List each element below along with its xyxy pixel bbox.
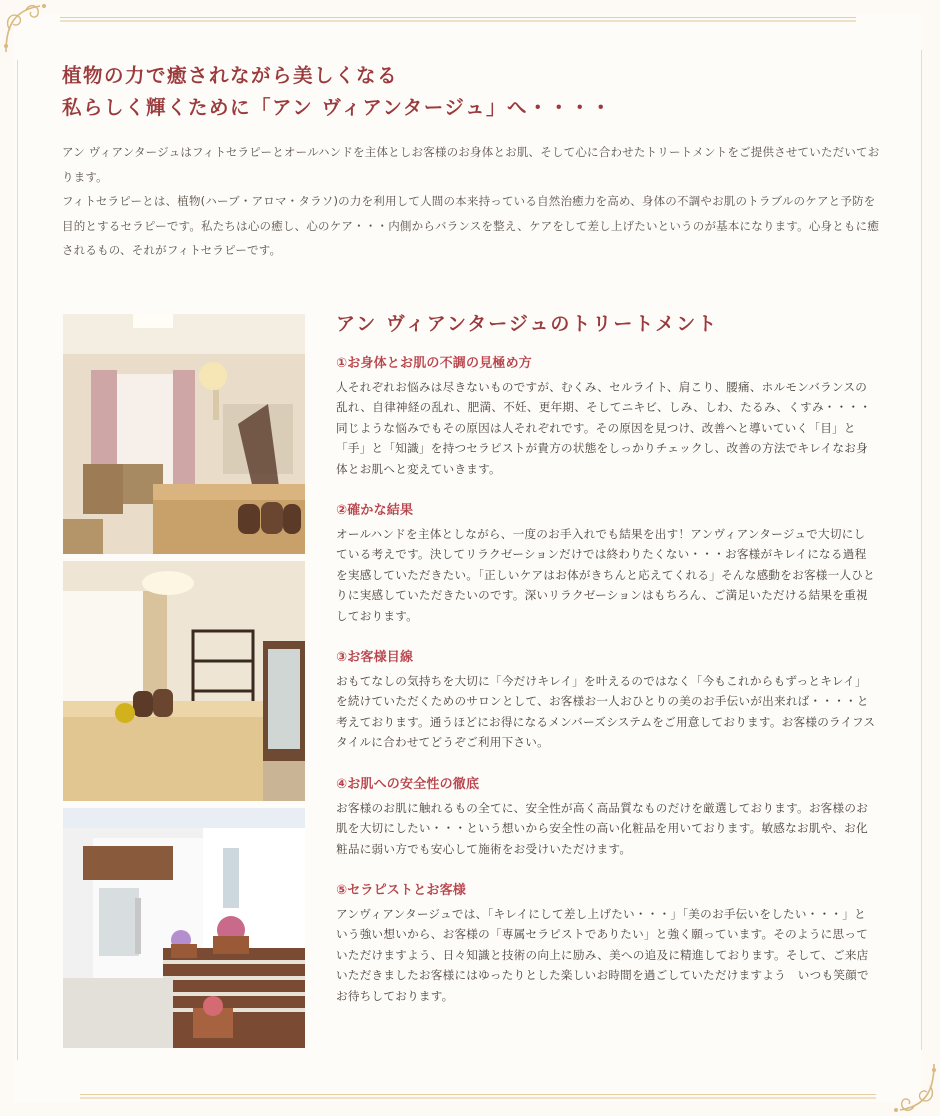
treatment-item-body: アンヴィアンタージュでは、「キレイにして差し上げたい・・・」「美のお手伝いをしたい・・・」という強い想いから、お客様の「専属セラピストでありたい」と強く願っています。そのように思っていただけますよう、日々知識と技術の向上に励み、美への追及に精進しております。そして、ご来店いただきましたお客様にはゆったりとした楽しいお時間を過ごしていただけますよう いつも笑顔でお待ちしております。 [336, 906, 869, 1003]
frame-border-left [17, 60, 18, 1060]
treatment-item [336, 881, 876, 1006]
treatment-item-body: 人それぞれお悩みは尽きないものですが、むくみ、セルライト、肩こり、腰痛、ホルモンバランスの乱れ、自律神経の乱れ、肥満、不妊、更年期、そしてニキビ、しみ、しわ、たるみ、くすみ・・・・同じような悩みでもその原因は人それぞれです。その原因を見つけ、改善へと導いていく「目」と「手」と「知識」を持つセラピストが貴方の状態をしっかりチェックし、改善の方法でキレイなお身体とお肌へと変えていきます。 [336, 380, 872, 476]
page-title-line-2: 私らしく輝くために「アン ヴィアンタージュ」へ・・・・ [62, 96, 612, 119]
frame-border-bottom [80, 1094, 876, 1095]
treatment-item [336, 775, 876, 859]
treatment-item-body: お客様のお肌に触れるもの全てに、安全性が高く高品質なものだけを厳選しております。お客様のお肌を大切にしたい・・・という想いから安全性の高い化粧品を用いております。敏感なお肌や、お化粧品に弱い方でも安心して施術をお受けいただけます。 [336, 800, 869, 856]
treatment-list [336, 354, 876, 1028]
frame-border-top [60, 17, 856, 18]
intro-paragraph-2: フィトセラピーとは、植物(ハーブ・アロマ・タラソ)の力を利用して人間の本来持っている自然治癒力を高め、身体の不調やお肌のトラブルのケアと予防を目的とするセラピーです。私たちは心の癒し、心のケア・・・内側からバランスを整え、ケアをして差し上げたいというのが基本になります。心身ともに癒されるもの、それがフィトセラピーです。 [62, 194, 880, 258]
treatment-room-image [63, 561, 305, 801]
intro-paragraph-1: アン ヴィアンタージュはフィトセラピーとオールハンドを主体としお客様のお身体とお肌、そして心に合わせたトリートメントをご提供させていただいております。 [62, 145, 880, 184]
frame-border-top-inner [60, 20, 856, 22]
treatment-section-title: アン ヴィアンタージュのトリートメント [336, 313, 719, 335]
frame-border-right [921, 50, 922, 1050]
treatment-item [336, 354, 876, 479]
treatment-item [336, 501, 876, 626]
treatment-room-photo [63, 561, 305, 801]
salon-room-image [63, 314, 305, 554]
page-title [62, 60, 612, 124]
frame-border-bottom-inner [80, 1097, 876, 1099]
treatment-item-heading: ③お客様目線 [336, 650, 414, 666]
intro-text [62, 140, 880, 263]
salon-room-photo [63, 314, 305, 554]
treatment-item-heading: ④お肌への安全性の徹底 [336, 776, 480, 792]
salon-exterior-photo [63, 808, 305, 1048]
ornament-corner-bottom-right-icon [882, 1058, 940, 1116]
treatment-item-heading: ②確かな結果 [336, 503, 414, 519]
salon-exterior-image [63, 808, 305, 1048]
treatment-item-body: オールハンドを主体としながら、一度のお手入れでも結果を出す！アンヴィアンタージュで大切にしている考えです。決してリラクゼーションだけでは終わりたくない・・・お客様がキレイになる過程を実感していただきたい。「正しいケアはお体がきちんと応えてくれる」そんな感動をお客様一人ひとりに実感していただきたいのです。深いリラクゼーションはもちろん、ご満足いただける結果を重視しております。 [336, 527, 876, 623]
treatment-item-body: おもてなしの気持ちを大切に「今だけキレイ」を叶えるのではなく「今もこれからもずっとキレイ」を続けていただくためのサロンとして、お客様お一人おひとりの美のお手伝いが出来れば・・・・と考えております。通うほどにお得になるメンバーズシステムをご用意しております。お客様のライフスタイルに合わせてどうぞご利用下さい。 [336, 674, 876, 750]
ornament-corner-top-left-icon [0, 0, 58, 58]
treatment-item-heading: ①お身体とお肌の不調の見極め方 [336, 356, 533, 371]
page-title-line-1: 植物の力で癒されながら美しくなる [62, 64, 399, 87]
treatment-item-heading: ⑤セラピストとお客様 [336, 882, 467, 898]
treatment-item [336, 648, 876, 753]
